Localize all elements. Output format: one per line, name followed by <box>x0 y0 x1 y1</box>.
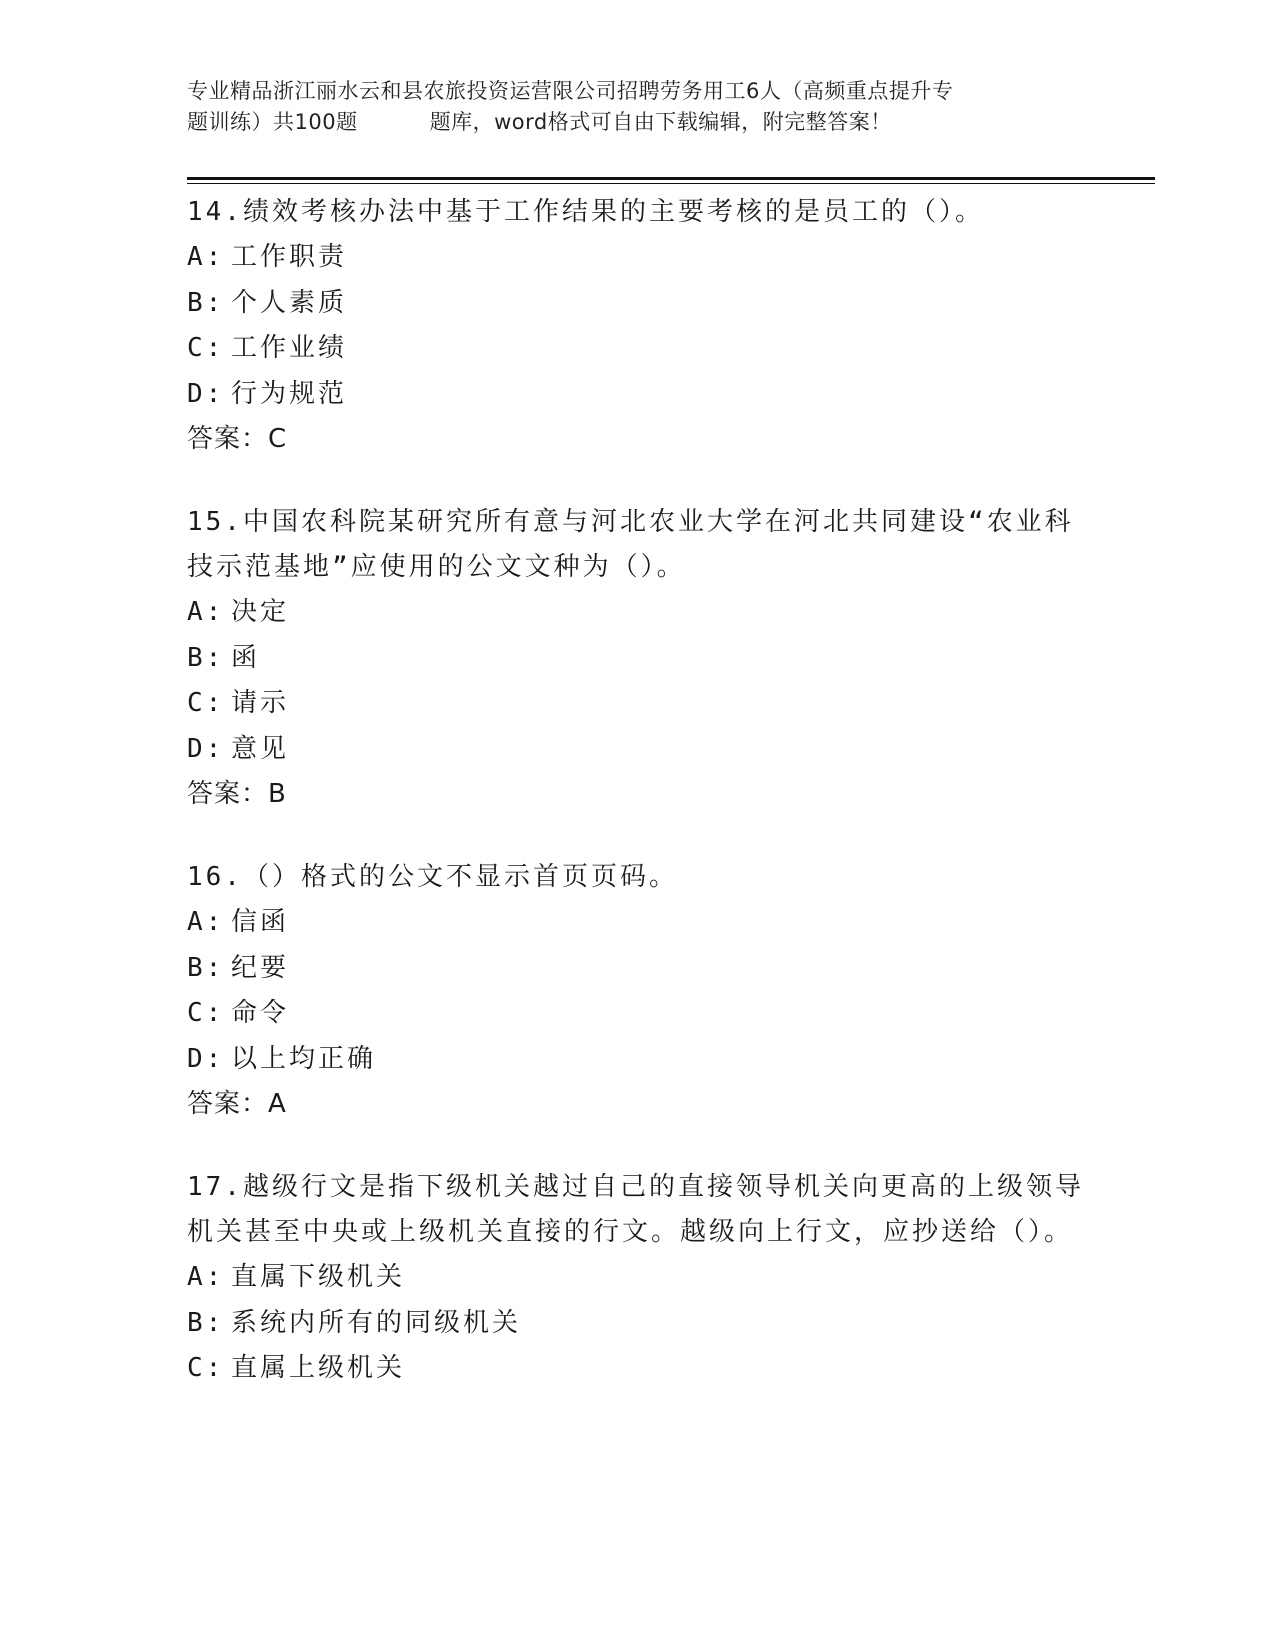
question-text: 14.绩效考核办法中基于工作结果的主要考核的是员工的（）。 <box>187 197 984 227</box>
document-header <box>187 76 1087 138</box>
answer-line: 答案：B <box>187 779 287 809</box>
header-line-1: 专业精品浙江丽水云和县农旅投资运营限公司招聘劳务用工6人（高频重点提升专 <box>187 79 954 103</box>
answer-line: 答案：A <box>187 1089 287 1119</box>
question-text: 15.中国农科院某研究所有意与河北农业大学在河北共同建设“农业科技示范基地”应使用的公文文种为（）。 <box>187 507 1074 582</box>
question-16 <box>187 855 1087 1127</box>
option-letter: D: <box>187 733 225 764</box>
option-letter: C: <box>187 688 225 718</box>
option-b <box>187 281 1087 327</box>
option-text: 直属上级机关 <box>231 1353 406 1383</box>
option-d <box>187 372 1087 418</box>
option-text: 行为规范 <box>231 378 348 409</box>
option-text: 决定 <box>231 597 290 627</box>
header-line-2-left: 题训练）共100题 <box>187 110 358 134</box>
option-c <box>187 681 1087 727</box>
option-letter: B: <box>187 952 225 983</box>
question-list <box>187 190 1087 1430</box>
option-letter: C: <box>187 333 225 363</box>
question-text: 17.越级行文是指下级机关越过自己的直接领导机关向更高的上级领导机关甚至中央或上级机关直接的行文。越级向上行文，应抄送给（）。 <box>187 1172 1084 1247</box>
option-text: 函 <box>231 642 261 673</box>
option-b <box>187 636 1087 682</box>
header-line-2-right: 题库，word格式可自由下载编辑，附完整答案！ <box>429 110 892 134</box>
option-letter: C: <box>187 1353 225 1383</box>
option-a <box>187 235 1087 281</box>
option-letter: A: <box>187 907 225 937</box>
option-letter: D: <box>187 378 225 409</box>
question-14 <box>187 190 1087 462</box>
option-text: 系统内所有的同级机关 <box>231 1307 522 1338</box>
option-a <box>187 1255 1087 1301</box>
answer-line: 答案：C <box>187 424 288 454</box>
option-a <box>187 590 1087 636</box>
option-letter: A: <box>187 597 225 627</box>
option-text: 请示 <box>231 688 290 718</box>
option-letter: A: <box>187 242 225 272</box>
option-letter: C: <box>187 998 225 1028</box>
option-text: 工作业绩 <box>231 333 348 363</box>
option-b <box>187 1301 1087 1347</box>
option-text: 直属下级机关 <box>231 1262 406 1292</box>
option-text: 个人素质 <box>231 287 348 318</box>
option-text: 信函 <box>231 907 290 937</box>
option-a <box>187 900 1087 946</box>
option-text: 以上均正确 <box>231 1043 377 1074</box>
option-letter: B: <box>187 642 225 673</box>
option-letter: D: <box>187 1043 225 1074</box>
header-rule-thin <box>187 183 1155 184</box>
header-line-2 <box>187 107 1087 138</box>
question-17 <box>187 1165 1087 1392</box>
question-text: 16.（）格式的公文不显示首页页码。 <box>187 862 678 892</box>
option-c <box>187 991 1087 1037</box>
option-b <box>187 946 1087 992</box>
question-15 <box>187 500 1087 817</box>
option-c <box>187 326 1087 372</box>
option-text: 纪要 <box>231 952 290 983</box>
option-text: 命令 <box>231 998 290 1028</box>
option-letter: B: <box>187 1307 225 1338</box>
option-letter: A: <box>187 1262 225 1292</box>
option-letter: B: <box>187 287 225 318</box>
option-c <box>187 1346 1087 1392</box>
option-text: 工作职责 <box>231 242 348 272</box>
option-text: 意见 <box>231 733 290 764</box>
option-d <box>187 727 1087 773</box>
option-d <box>187 1037 1087 1083</box>
header-rule-thick <box>187 177 1155 180</box>
